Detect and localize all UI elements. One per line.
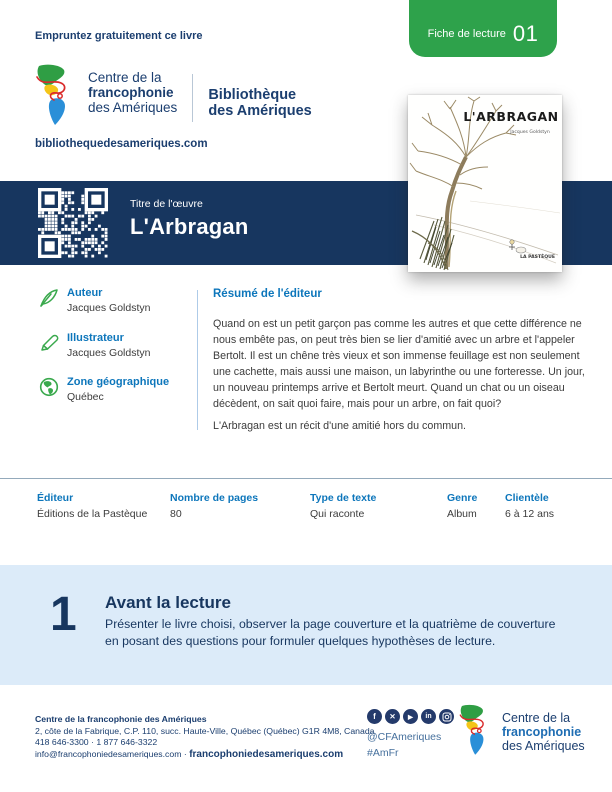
footer-org-name: Centre de la francophonie des Amériques [35,714,207,724]
footer-logo [457,704,585,761]
social-hashtag[interactable]: #AmFr [367,747,399,759]
badge-label: Fiche de lecture [427,27,506,40]
genre-value: Album [447,508,477,520]
footer-logo-line1: Centre de la [502,711,571,725]
linkedin-icon[interactable]: in [421,709,436,724]
summary-heading: Résumé de l'éditeur [213,288,322,300]
cfa-logo-text [88,70,177,115]
x-twitter-icon[interactable]: ✕ [385,709,400,724]
facebook-icon[interactable]: f [367,709,382,724]
logo-divider [192,74,193,122]
feather-icon [38,287,62,314]
cover-title: L'ARBRAGAN [463,109,559,124]
illustrator-detail [38,332,188,359]
pencil-icon [38,332,62,359]
logo-line3: des Amériques [88,100,178,115]
column-divider [197,290,198,430]
library-website-link[interactable]: bibliothequedesameriques.com [35,138,208,150]
publisher-col [37,492,147,520]
summary-paragraph-2: L'Arbragan est un récit d'une amitié hors du commun. [213,420,466,432]
book-details [38,287,188,421]
footer-contact-block [35,714,374,760]
audience-col [505,492,554,520]
footer-website-link[interactable]: francophoniedesameriques.com [189,748,344,760]
library-line1: Bibliothèque [208,87,297,103]
genre-col [447,492,477,520]
cover-publisher-mark: LA PASTÈQUE [520,255,555,260]
footer-logo-line3: des Amériques [502,739,585,753]
text-type-value: Qui raconte [310,508,365,520]
library-line2: des Amériques [208,103,312,119]
social-handle[interactable]: @CFAmeriques [367,731,442,743]
text-type-label: Type de texte [310,492,377,504]
illustrator-label: Illustrateur [67,332,124,344]
author-value: Jacques Goldstyn [67,302,151,314]
footer-email-link[interactable]: info@francophoniedesameriques.com [35,748,182,759]
footer-phones: 418 646-3300 · 1 877 646-3322 [35,737,158,747]
americas-map-icon [457,704,495,761]
work-title: L'Arbragan [130,214,249,239]
fiche-number-badge [409,0,557,57]
badge-number: 01 [512,20,539,46]
social-block [367,709,454,759]
youtube-icon[interactable]: ▶ [403,709,418,724]
footer-web-line [35,749,374,761]
social-icons-row [367,709,454,724]
author-label: Auteur [67,287,103,299]
americas-map-icon [33,64,79,131]
illustrator-value: Jacques Goldstyn [67,347,151,359]
book-meta-row [0,492,612,532]
audience-value: 6 à 12 ans [505,508,555,520]
footer-address: 2, côte de la Fabrique, C.P. 110, succ. Haute-Ville, Québec (Québec) G1R 4M8, Canada [35,725,375,736]
audience-label: Clientèle [505,492,549,504]
zone-value: Québec [67,391,104,403]
instagram-icon[interactable] [439,709,454,724]
borrow-tagline: Empruntez gratuitement ce livre [35,30,203,42]
pages-col [170,492,258,520]
publisher-label: Éditeur [37,492,74,504]
logo-line1: Centre de la [88,70,162,85]
publisher-value: Éditions de la Pastèque [37,508,148,520]
step-number: 1 [50,588,77,641]
footer-separator: · [181,748,190,759]
section-divider [0,478,612,479]
library-logo-text [208,87,311,119]
footer-logo-text [502,711,585,753]
text-type-col [310,492,376,520]
zone-detail [38,376,188,403]
logo-line2: francophonie [88,85,174,100]
pages-value: 80 [170,508,182,520]
publisher-summary [213,288,585,434]
footer-logo-line2: francophonie [502,725,582,739]
step-heading: Avant la lecture [105,593,231,612]
work-title-label: Titre de l'œuvre [130,198,203,210]
author-detail [38,287,188,314]
step-description: Présenter le livre choisi, observer la page couverture et la quatrième de couverture en posant des questions pour formuler quelques hypothèses de lecture. [105,617,556,648]
genre-label: Genre [447,492,478,504]
qr-code[interactable] [38,188,108,258]
summary-paragraph-1: Quand on est un petit garçon pas comme les autres et que cette différence ne nous embête pas, on peut très bien se lier d'amitié avec un arbre et l'appeler Bertolt. Il est un chêne très vieux et son immense feuillage est non seulement une cachette, mais aussi une maison, un labyrinthe ou une forteresse. Un jour, un nouveau printemps arrive et Bertolt meurt. Quand un chat ou un oiseau décèdent, on sait quoi faire, mais pour un arbre, on fait quoi? [213,318,585,410]
zone-label: Zone géographique [67,376,170,388]
header-logo [33,64,312,131]
globe-icon [38,376,62,403]
before-reading-section [0,565,612,685]
cover-author: Jacques Goldstyn [510,130,550,135]
pages-label: Nombre de pages [170,492,259,504]
book-cover-image [408,95,562,272]
